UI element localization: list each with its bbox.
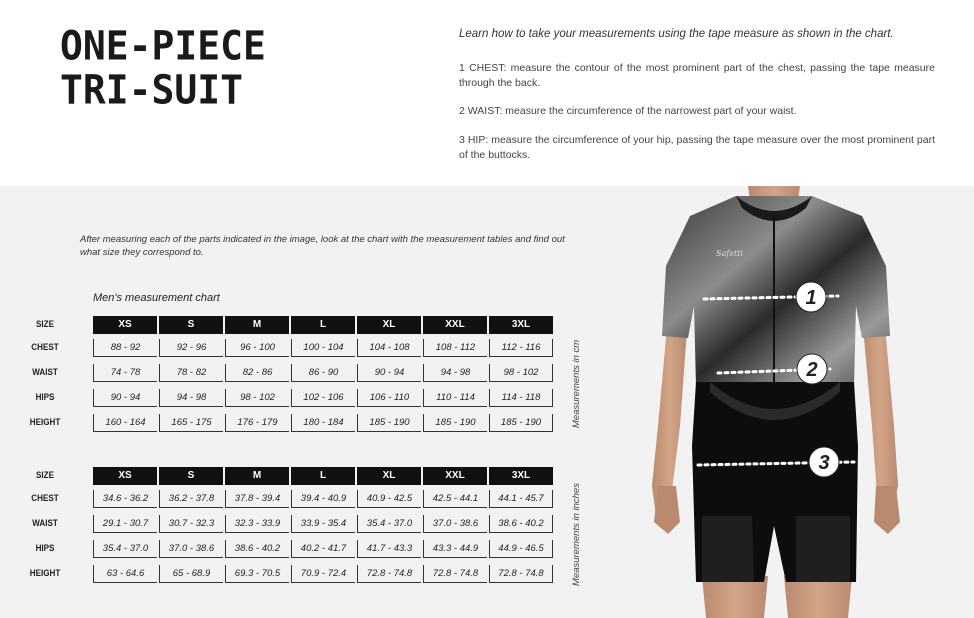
table-cell: 42.5 - 44.1: [423, 490, 487, 508]
row-label-height: HEIGHT: [29, 417, 61, 428]
table-cell: 185 - 190: [489, 414, 553, 432]
table-cell: 104 - 108: [357, 339, 421, 357]
inches-side-label: Measurements in inches: [571, 483, 582, 586]
table-cell: 72.8 - 74.8: [357, 565, 421, 583]
size-header-cell: 3XL: [489, 467, 553, 485]
table-cell: 43.3 - 44.9: [423, 540, 487, 558]
row-label-size: SIZE: [36, 319, 54, 330]
row-label-height: HEIGHT: [29, 568, 61, 579]
table-row-height: [0, 414, 560, 432]
table-row-hips: [0, 389, 560, 407]
table-cell: 94 - 98: [159, 389, 223, 407]
table-cell: 41.7 - 43.3: [357, 540, 421, 558]
table-cell: 40.2 - 41.7: [291, 540, 355, 558]
instruction-waist: 2 WAIST: measure the circumference of the narrowest part of your waist.: [459, 105, 797, 117]
table-cell: 37.0 - 38.6: [159, 540, 223, 558]
size-header-cell: XS: [93, 467, 157, 485]
table-cell: 102 - 106: [291, 389, 355, 407]
size-header-cell: XXL: [423, 316, 487, 334]
table-cell: 40.9 - 42.5: [357, 490, 421, 508]
jersey-top: [662, 196, 890, 386]
table-cell: 72.8 - 74.8: [489, 565, 553, 583]
table-row-waist: [0, 364, 560, 382]
row-label-chest: CHEST: [31, 342, 59, 353]
row-label-chest: CHEST: [31, 493, 59, 504]
size-header-cell: 3XL: [489, 316, 553, 334]
table-cell: 100 - 104: [291, 339, 355, 357]
table-cell: 90 - 94: [93, 389, 157, 407]
table-cell: 112 - 116: [489, 339, 553, 357]
size-header-cell: S: [159, 467, 223, 485]
size-header-cell: S: [159, 316, 223, 334]
size-header-cell: XXL: [423, 467, 487, 485]
instructions-heading: Learn how to take your measurements using the tape measure as shown in the chart.: [459, 28, 894, 40]
size-header-cell: M: [225, 316, 289, 334]
table-cell: 88 - 92: [93, 339, 157, 357]
table-cell: 82 - 86: [225, 364, 289, 382]
table-cell: 185 - 190: [423, 414, 487, 432]
page-title: [60, 24, 266, 112]
table-cell: 44.1 - 45.7: [489, 490, 553, 508]
table-cell: 94 - 98: [423, 364, 487, 382]
intro-text: After measuring each of the parts indicated in the image, look at the chart with the measurement tables and find out what size they correspond to.: [80, 234, 565, 258]
size-header-cell: XS: [93, 316, 157, 334]
table-cell: 37.0 - 38.6: [423, 515, 487, 533]
row-label-hips: HIPS: [35, 392, 55, 403]
model-figure: [640, 186, 910, 618]
table-cell: 78 - 82: [159, 364, 223, 382]
table-cell: 38.6 - 40.2: [489, 515, 553, 533]
table-cell: 35.4 - 37.0: [93, 540, 157, 558]
table-cell: 110 - 114: [423, 389, 487, 407]
table-row-size: [0, 316, 560, 334]
size-header-cell: XL: [357, 467, 421, 485]
model-legs: [702, 576, 852, 618]
table-cell: 72.8 - 74.8: [423, 565, 487, 583]
row-label-hips: HIPS: [35, 543, 55, 554]
table-cell: 96 - 100: [225, 339, 289, 357]
suit-shorts: [692, 382, 858, 582]
table-row-chest: [0, 490, 560, 508]
table-row-waist: [0, 515, 560, 533]
table-row-chest: [0, 339, 560, 357]
table-cell: 32.3 - 33.9: [225, 515, 289, 533]
table-cell: 98 - 102: [489, 364, 553, 382]
table-cell: 114 - 118: [489, 389, 553, 407]
table-cell: 33.9 - 35.4: [291, 515, 355, 533]
table-cell: 39.4 - 40.9: [291, 490, 355, 508]
table-cell: 98 - 102: [225, 389, 289, 407]
table-cell: 70.9 - 72.4: [291, 565, 355, 583]
table-row-height: [0, 565, 560, 583]
table-row-hips: [0, 540, 560, 558]
table-cell: 86 - 90: [291, 364, 355, 382]
table-cell: 36.2 - 37.8: [159, 490, 223, 508]
table-cell: 30.7 - 32.3: [159, 515, 223, 533]
instruction-chest: 1 CHEST: measure the contour of the most prominent part of the chest, passing the tape measure through the back.: [459, 62, 935, 89]
marker-2-label: 2: [806, 359, 818, 381]
table-cell: 44.9 - 46.5: [489, 540, 553, 558]
size-header-cell: L: [291, 316, 355, 334]
table-row-size: [0, 467, 560, 485]
title-line-2: TRI-SUIT: [60, 66, 244, 114]
table-cell: 176 - 179: [225, 414, 289, 432]
table-cell: 74 - 78: [93, 364, 157, 382]
table-cell: 108 - 112: [423, 339, 487, 357]
table-cell: 69.3 - 70.5: [225, 565, 289, 583]
instruction-hip: 3 HIP: measure the circumference of your hip, passing the tape measure over the most prominent part of the buttocks.: [459, 134, 935, 161]
size-header-cell: L: [291, 467, 355, 485]
table-cell: 29.1 - 30.7: [93, 515, 157, 533]
table-cell: 63 - 64.6: [93, 565, 157, 583]
table-cell: 185 - 190: [357, 414, 421, 432]
table-cell: 38.6 - 40.2: [225, 540, 289, 558]
size-header-cell: XL: [357, 316, 421, 334]
table-cell: 35.4 - 37.0: [357, 515, 421, 533]
table-cell: 160 - 164: [93, 414, 157, 432]
table-cell: 90 - 94: [357, 364, 421, 382]
marker-1-label: 1: [805, 287, 817, 309]
brand-logo: Safetti: [716, 249, 743, 258]
cm-side-label: Measurements in cm: [571, 339, 582, 428]
table-cell: 65 - 68.9: [159, 565, 223, 583]
table-cell: 106 - 110: [357, 389, 421, 407]
table-cell: 92 - 96: [159, 339, 223, 357]
chart-title: Men's measurement chart: [93, 292, 220, 304]
table-cell: 165 - 175: [159, 414, 223, 432]
title-line-1: ONE-PIECE: [60, 22, 266, 70]
table-cell: 37.8 - 39.4: [225, 490, 289, 508]
row-label-waist: WAIST: [32, 518, 58, 529]
marker-3-label: 3: [818, 452, 830, 474]
size-header-cell: M: [225, 467, 289, 485]
row-label-size: SIZE: [36, 470, 54, 481]
table-cell: 180 - 184: [291, 414, 355, 432]
row-label-waist: WAIST: [32, 367, 58, 378]
table-cell: 34.6 - 36.2: [93, 490, 157, 508]
